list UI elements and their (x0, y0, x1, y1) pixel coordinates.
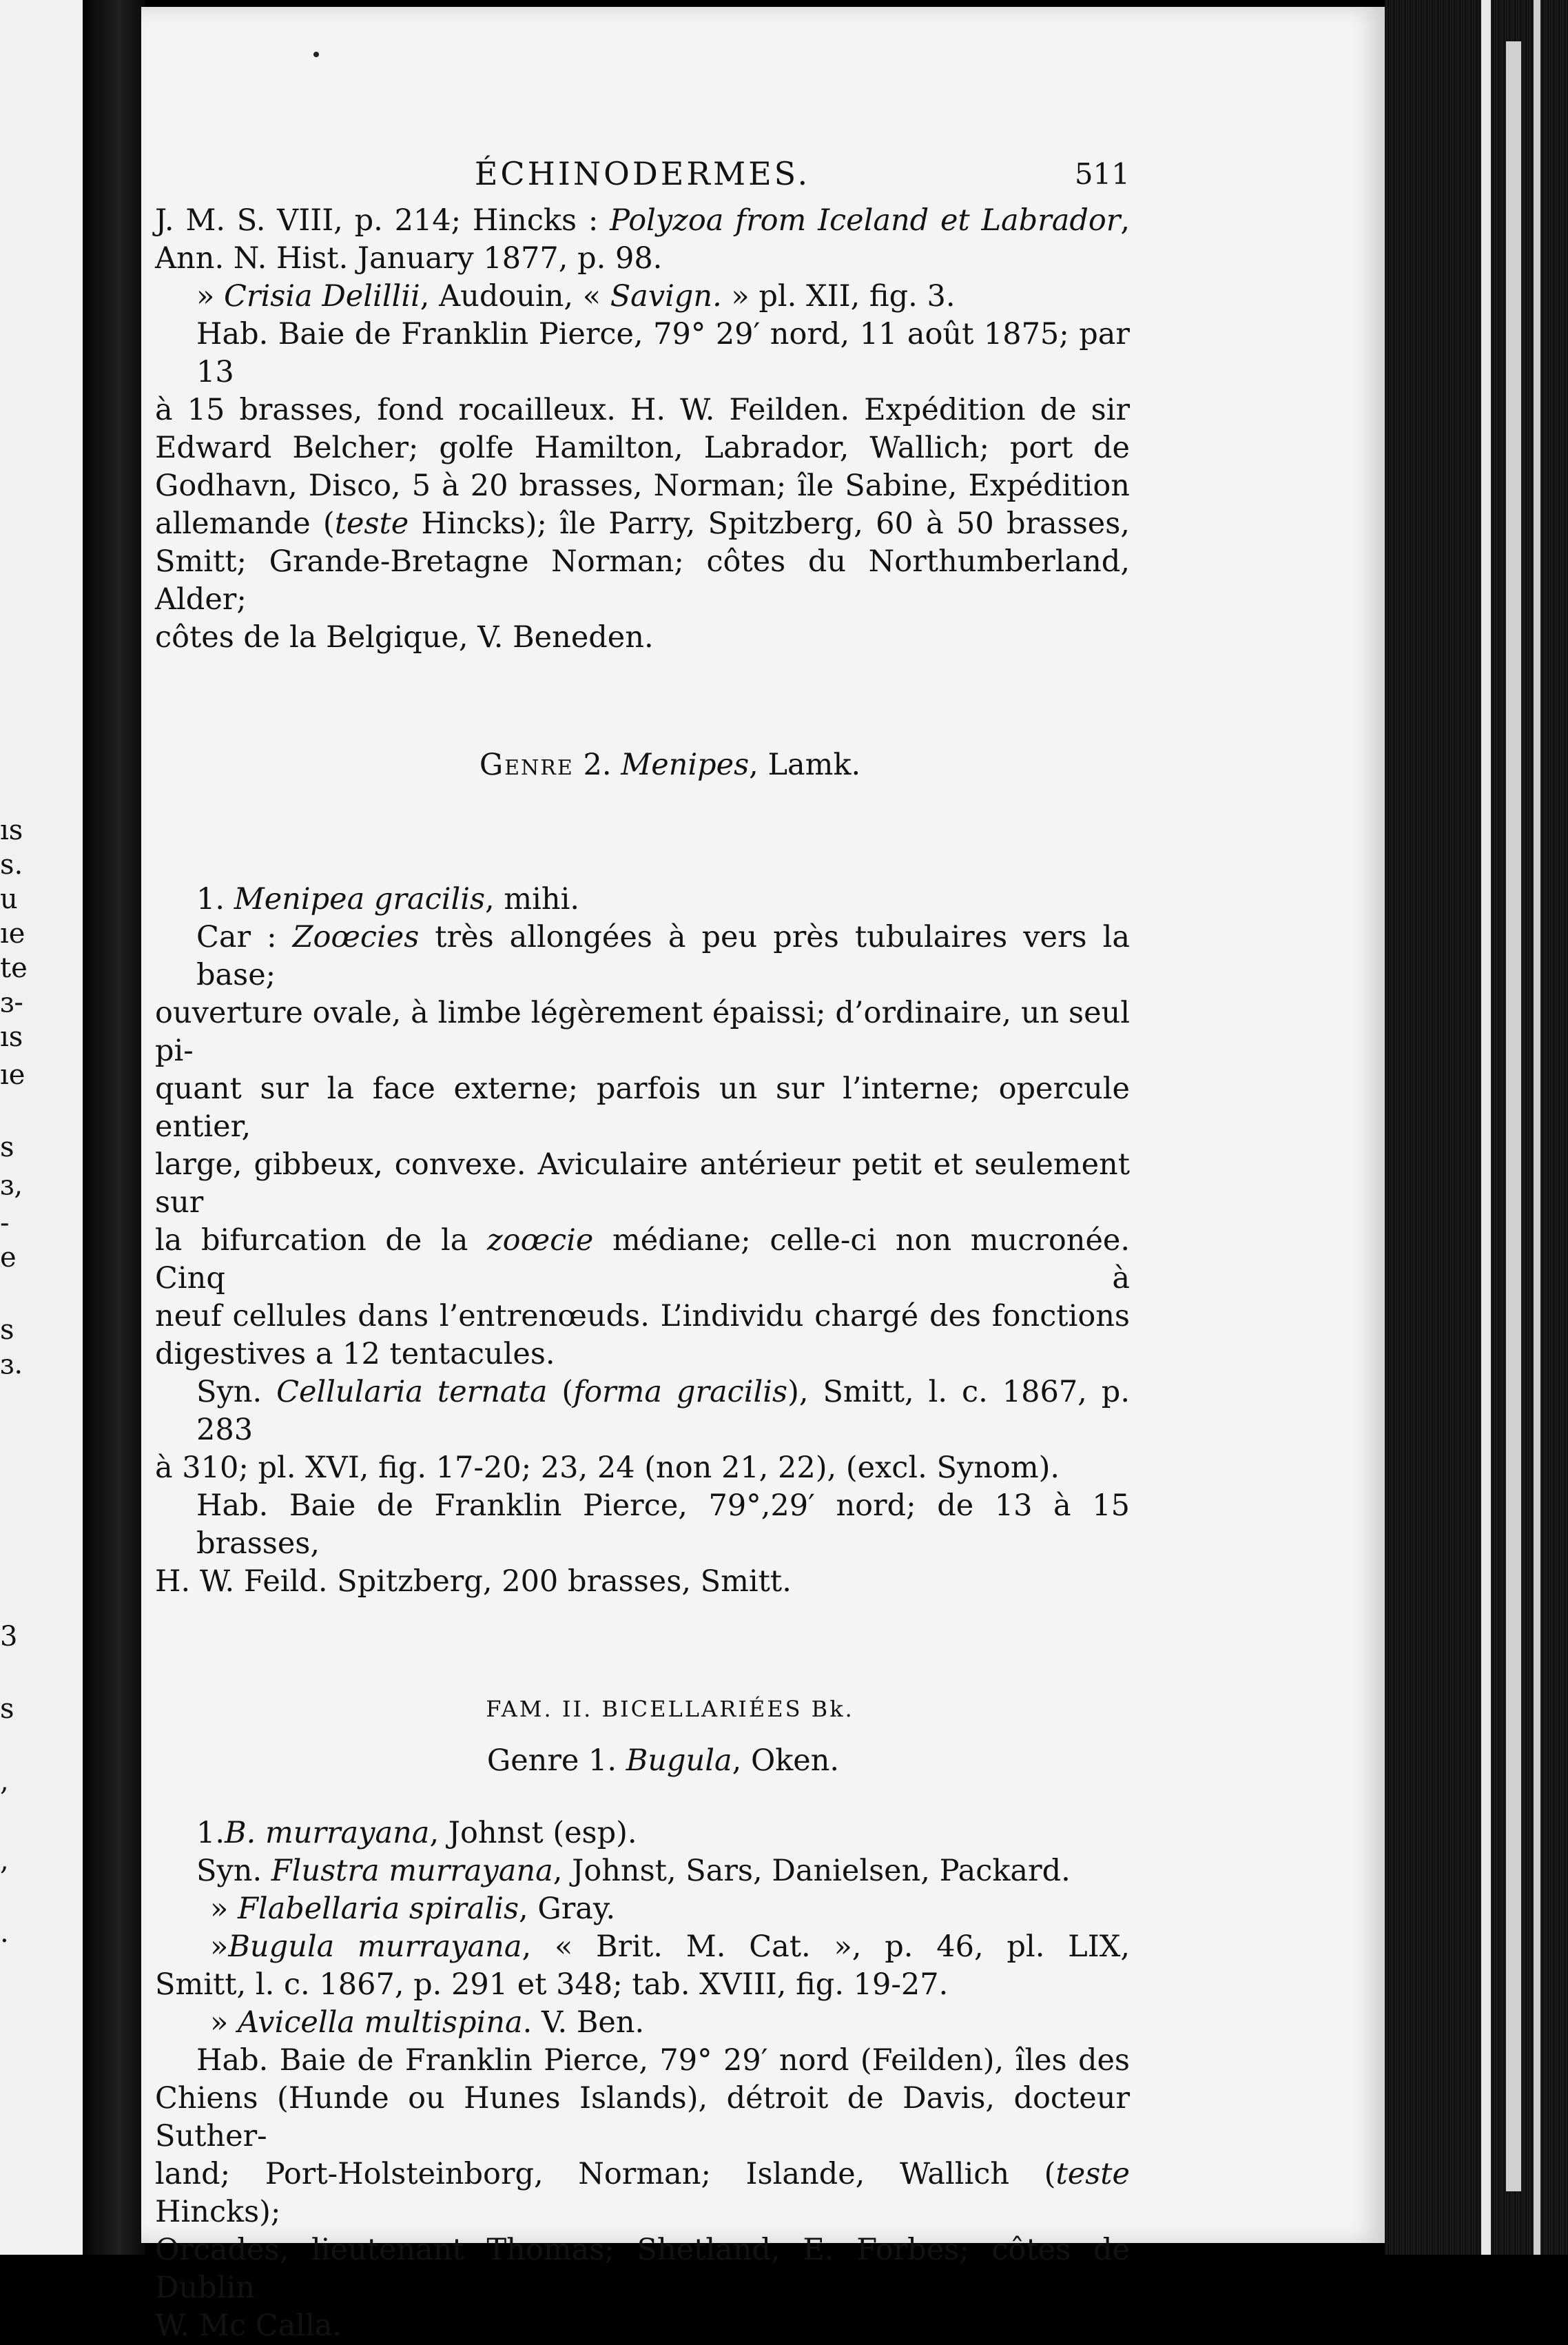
text-run: , mihi. (485, 882, 580, 917)
text-run: , Audouin, « (420, 279, 610, 314)
text-run: » (210, 1892, 238, 1926)
text-run: . V. Ben. (522, 2005, 645, 2040)
text-line (155, 1449, 1130, 1487)
text-run: Ann. N. Hist. January 1877, p. 98. (155, 241, 663, 276)
text-run: Car : (196, 920, 293, 954)
italic-run: zoœcie (487, 1223, 594, 1258)
italic-run: Flabellaria spiralis (237, 1892, 519, 1926)
text-run: ), Smitt, l. c. 1867, p. 283 (196, 1375, 1131, 1447)
margin-fragment: . (0, 1917, 9, 1949)
text-run: large, gibbeux, convexe. Aviculaire antérieur petit et seulement sur (155, 1147, 1130, 1220)
text-line (155, 1070, 1130, 1146)
text-line (155, 2231, 1130, 2307)
text-line (155, 467, 1130, 505)
margin-fragment: s. (0, 849, 23, 881)
text-line (155, 429, 1130, 467)
text-line (155, 619, 1130, 657)
text-line (155, 1563, 1130, 1601)
italic-run: Menipes (621, 748, 750, 782)
page-edge-strip (1481, 0, 1491, 2255)
text-run: , (1120, 203, 1131, 238)
italic-run: B. murrayana (225, 1816, 430, 1850)
margin-fragment: - (0, 1207, 10, 1239)
text-run: Godhavn, Disco, 5 à 20 brasses, Norman; île Sabine, Expédition (155, 469, 1130, 503)
text-run: ouverture ovale, à limbe légèrement épaissi; d’ordinaire, un seul pi- (155, 996, 1130, 1068)
text-line (155, 2042, 1130, 2080)
text-line (155, 994, 1130, 1070)
text-run: Hab. Baie de Franklin Pierce, 79° 29′ nord, 11 août 1875; par 13 (196, 317, 1130, 389)
margin-fragment: ıe (0, 1059, 25, 1091)
margin-fragment: ɜ. (0, 1349, 23, 1380)
margin-fragment: s (0, 1693, 14, 1725)
text-line (155, 240, 1130, 278)
hab-paragraph-crisia (155, 202, 1130, 657)
text-run: quant sur la face externe; parfois un sur l’interne; opercule entier, (155, 1072, 1130, 1144)
text-run: la bifurcation de la (155, 1223, 488, 1258)
text-run: , « Brit. M. Cat. », p. 46, pl. LIX, (522, 1929, 1130, 1964)
italic-run: Cellularia ternata (276, 1375, 548, 1409)
text-run: » (210, 2005, 238, 2040)
text-run: Genre 1. (486, 1743, 626, 1778)
italic-run: Flustra murrayana (271, 1854, 553, 1888)
menipea-gracilis-entry (155, 881, 1130, 1601)
text-run: très allongées à peu près tubulaires vers la base; (196, 920, 1131, 992)
text-line (155, 1222, 1130, 1298)
text-run: digestives a 12 tentacules. (155, 1337, 555, 1371)
text-line (155, 543, 1130, 619)
text-run: » (210, 1929, 229, 1964)
text-run: médiane; celle-ci non mucronée. Cinq à (155, 1223, 1131, 1296)
ink-speck (313, 52, 319, 57)
text-run: J. M. S. VIII, p. 214; Hincks : (155, 203, 610, 238)
family-heading: FAM. II. BICELLARIÉES Bk. (486, 1696, 854, 1722)
text-run: , Johnst, Sars, Danielsen, Packard. (553, 1854, 1071, 1888)
italic-run: teste (1055, 2157, 1130, 2191)
text-run: , Lamk. (749, 748, 861, 782)
italic-run: forma gracilis (573, 1375, 788, 1409)
margin-fragment: ıe (0, 918, 25, 950)
text-line (155, 1487, 1130, 1563)
text-line (155, 2004, 1130, 2042)
page-body (155, 155, 1130, 2345)
text-line (155, 881, 1130, 919)
text-line (155, 2155, 1130, 2231)
text-run: Chiens (Hunde ou Hunes Islands), détroit de Davis, docteur Suther- (155, 2081, 1130, 2153)
text-run: Syn. (196, 1854, 271, 1888)
text-run: land; Port-Holsteinborg, Norman; Islande, Wallich ( (155, 2157, 1056, 2191)
margin-fragment: s (0, 1314, 14, 1346)
facing-page-fragment (0, 0, 83, 2255)
italic-run: Menipea gracilis (234, 882, 486, 917)
text-line (155, 278, 1130, 316)
text-line (155, 1814, 1130, 1852)
text-line (155, 505, 1130, 543)
gutter-shadow (83, 0, 145, 2255)
text-line (155, 1146, 1130, 1222)
italic-run: Savign. (610, 279, 722, 314)
margin-fragment: s (0, 1131, 14, 1163)
text-run: , Oken. (732, 1743, 840, 1778)
text-run: Smitt; Grande-Bretagne Norman; côtes du Northumberland, Alder; (155, 544, 1130, 617)
book-page-edges (1385, 0, 1568, 2255)
text-line (155, 919, 1130, 994)
text-run: 1. (196, 882, 234, 917)
genre-menipes-heading (155, 746, 1130, 784)
text-run: 2. (573, 748, 621, 782)
text-run: » (196, 279, 224, 314)
italic-run: teste (334, 506, 409, 541)
page-edge-strip (1534, 0, 1540, 2255)
text-line (155, 1335, 1130, 1373)
text-run: Hincks); (155, 2195, 281, 2229)
text-run: Hab. Baie de Franklin Pierce, 79° 29′ nord (Feilden), îles des (196, 2043, 1130, 2078)
text-run: Hincks); île Parry, Spitzberg, 60 à 50 brasses, (409, 506, 1130, 541)
text-run: , Johnst (esp). (429, 1816, 637, 1850)
text-run: Hab. Baie de Franklin Pierce, 79°,29′ nord; de 13 à 15 brasses, (196, 1488, 1130, 1561)
text-line (155, 2080, 1130, 2155)
text-run: Smitt, l. c. 1867, p. 291 et 348; tab. XVIII, fig. 19-27. (155, 1967, 949, 2002)
text-run: , Gray. (519, 1892, 616, 1926)
italic-run: Polyzoa from Iceland et Labrador (610, 203, 1121, 238)
text-run: neuf cellules dans l’entrenœuds. L’individu chargé des fonctions (155, 1299, 1130, 1333)
text-run: à 310; pl. XVI, fig. 17-20; 23, 24 (non 21, 22), (excl. Synom). (155, 1451, 1060, 1485)
text-line (155, 1890, 1130, 1928)
margin-fragment: ıs (0, 1021, 23, 1053)
text-line (155, 202, 1130, 240)
margin-fragment: , (0, 1765, 9, 1797)
text-line (155, 1298, 1130, 1335)
text-line (155, 1852, 1130, 1890)
italic-run: Bugula murrayana (228, 1929, 522, 1964)
genre-label: Genre (479, 748, 574, 782)
text-line (155, 1373, 1130, 1449)
margin-fragment: u (0, 883, 18, 915)
text-run: H. W. Feild. Spitzberg, 200 brasses, Smitt. (155, 1564, 792, 1599)
page-header (155, 155, 1130, 196)
bugula-murrayana-entry (155, 1814, 1130, 2345)
text-run: W. Mc Calla. (155, 2308, 342, 2343)
italic-run: Bugula (626, 1743, 732, 1778)
text-line (155, 2307, 1130, 2345)
text-run: ( (547, 1375, 574, 1409)
margin-fragment: ıs (0, 815, 23, 846)
text-line (155, 316, 1130, 391)
text-run: Syn. (196, 1375, 277, 1409)
text-run: côtes de la Belgique, V. Beneden. (155, 620, 654, 655)
text-run: allemande ( (155, 506, 335, 541)
text-run: Orcades, lieutenant Thomas; Shetland, E. Forbes; côtes de Dublin (155, 2233, 1130, 2305)
italic-run: Crisia Delillii (223, 279, 420, 314)
margin-fragment: , (0, 1845, 9, 1876)
text-line (155, 1928, 1130, 1966)
margin-fragment: 3 (0, 1621, 18, 1652)
margin-fragment: e (0, 1242, 17, 1273)
genre-bugula-heading (155, 1742, 1130, 1780)
text-run: 1. (196, 1816, 225, 1850)
margin-fragment: ɜ- (0, 987, 23, 1018)
italic-run: Zoœcies (292, 920, 420, 954)
italic-run: Avicella multispina (237, 2005, 523, 2040)
text-line (155, 1966, 1130, 2004)
page-edge-strip (1506, 41, 1521, 2191)
text-line (155, 391, 1130, 429)
page-number: 511 (1074, 157, 1130, 191)
text-run: Edward Belcher; golfe Hamilton, Labrador, Wallich; port de (155, 431, 1130, 465)
margin-fragment: ɜ, (0, 1169, 23, 1201)
margin-fragment: te (0, 952, 28, 984)
text-run: à 15 brasses, fond rocailleux. H. W. Feilden. Expédition de sir (155, 393, 1130, 427)
text-run: » pl. XII, fig. 3. (721, 279, 956, 314)
running-title: ÉCHINODERMES. (474, 155, 811, 192)
